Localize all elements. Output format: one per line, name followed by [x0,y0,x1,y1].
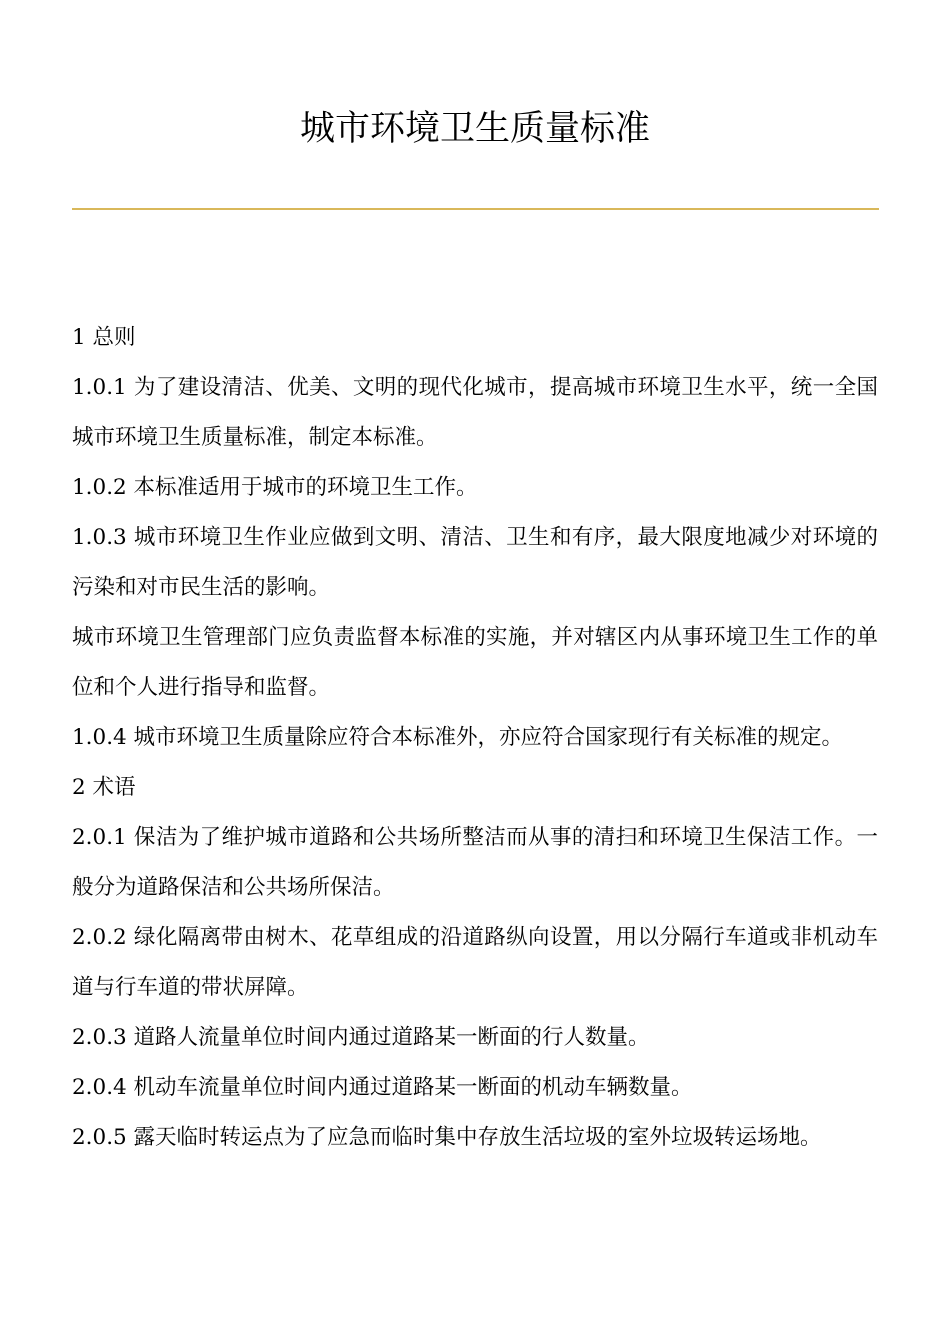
section-heading-general: 1 总则 [72,325,136,350]
clause-1-0-1: 1.0.1 为了建设清洁、优美、文明的现代化城市，提高城市环境卫生水平，统一全国城市环境卫生质量标准，制定本标准。 [72,375,878,450]
title-divider [72,208,879,210]
document-body [72,313,878,1163]
clause-2-0-2: 2.0.2 绿化隔离带由树木、花草组成的沿道路纵向设置，用以分隔行车道或非机动车道与行车道的带状屏障。 [72,925,878,1000]
clause-2-0-4: 2.0.4 机动车流量单位时间内通过道路某一断面的机动车辆数量。 [72,1075,693,1100]
document-title: 城市环境卫生质量标准 [299,109,650,149]
clause-1-0-4: 1.0.4 城市环境卫生质量除应符合本标准外，亦应符合国家现行有关标准的规定。 [72,725,844,750]
clause-2-0-3: 2.0.3 道路人流量单位时间内通过道路某一断面的行人数量。 [72,1025,650,1050]
clause-2-0-1: 2.0.1 保洁为了维护城市道路和公共场所整洁而从事的清扫和环境卫生保洁工作。一般分为道路保洁和公共场所保洁。 [72,825,878,900]
clause-1-0-3-continued: 城市环境卫生管理部门应负责监督本标准的实施，并对辖区内从事环境卫生工作的单位和个人进行指导和监督。 [72,625,878,700]
clause-1-0-3: 1.0.3 城市环境卫生作业应做到文明、清洁、卫生和有序，最大限度地减少对环境的污染和对市民生活的影响。 [72,525,878,600]
section-heading-terms: 2 术语 [72,775,136,800]
clause-1-0-2: 1.0.2 本标准适用于城市的环境卫生工作。 [72,475,478,500]
clause-2-0-5: 2.0.5 露天临时转运点为了应急而临时集中存放生活垃圾的室外垃圾转运场地。 [72,1125,822,1150]
